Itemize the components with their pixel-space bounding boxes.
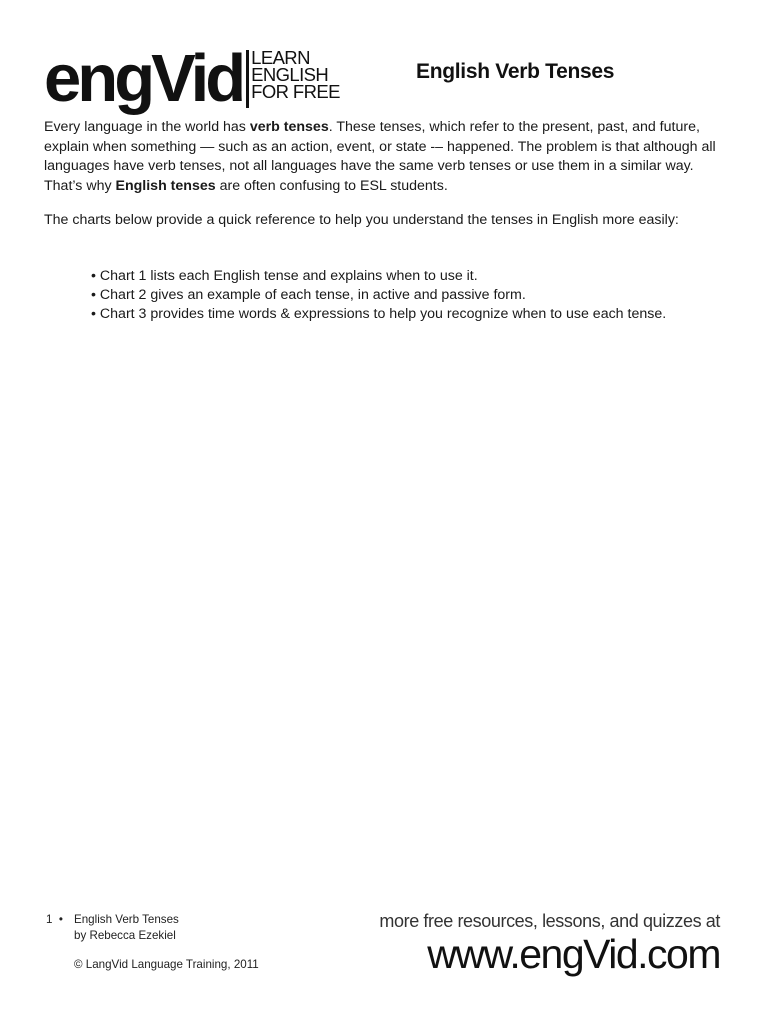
logo-tagline-line: LEARN (251, 47, 310, 68)
charts-intro-paragraph: The charts below provide a quick reference to help you understand the tenses in English more easily: (44, 212, 679, 228)
page-number-group (46, 912, 74, 928)
footer-doc-title: English Verb Tenses (74, 913, 179, 926)
logo-divider (246, 50, 249, 108)
list-item: • Chart 2 gives an example of each tense, in active and passive form. (91, 286, 666, 305)
engvid-logo (44, 41, 340, 116)
intro-text: are often confusing to ESL students. (215, 177, 448, 194)
chart-list (91, 267, 666, 324)
intro-bold-term: verb tenses (249, 119, 329, 135)
logo-tagline (251, 49, 340, 100)
intro-text: Every language in the world has (44, 119, 250, 135)
footer-copyright: © LangVid Language Training, 2011 (74, 958, 259, 971)
footer-website-link[interactable]: www.engVid.com (427, 931, 720, 977)
footer-promo (379, 910, 720, 976)
footer-bullet: • (58, 913, 63, 926)
intro-paragraph (44, 118, 724, 196)
intro-bold-term: English tenses (115, 177, 216, 194)
page-title: English Verb Tenses (416, 60, 615, 83)
page-number: 1 (46, 913, 53, 926)
list-item: • Chart 3 provides time words & expressions to help you recognize when to use each tense. (91, 305, 666, 324)
footer-author: by Rebecca Ezekiel (74, 928, 176, 942)
footer-credits (46, 912, 259, 973)
list-item: • Chart 1 lists each English tense and explains when to use it. (91, 267, 666, 286)
footer-tagline: more free resources, lessons, and quizzes at (379, 911, 720, 931)
logo-tagline-line: ENGLISH (251, 64, 329, 85)
logo-wordmark: engVid (44, 41, 243, 116)
intro-text: . These tenses, which refer to the present, past, and future, explain when something — such as an action, event, or state -– happened. The problem is that although all languages have verb tenses, not all languages have the same verb tenses or use them in a similar way. That’s why (44, 119, 716, 194)
logo-tagline-line: FOR FREE (251, 81, 340, 102)
